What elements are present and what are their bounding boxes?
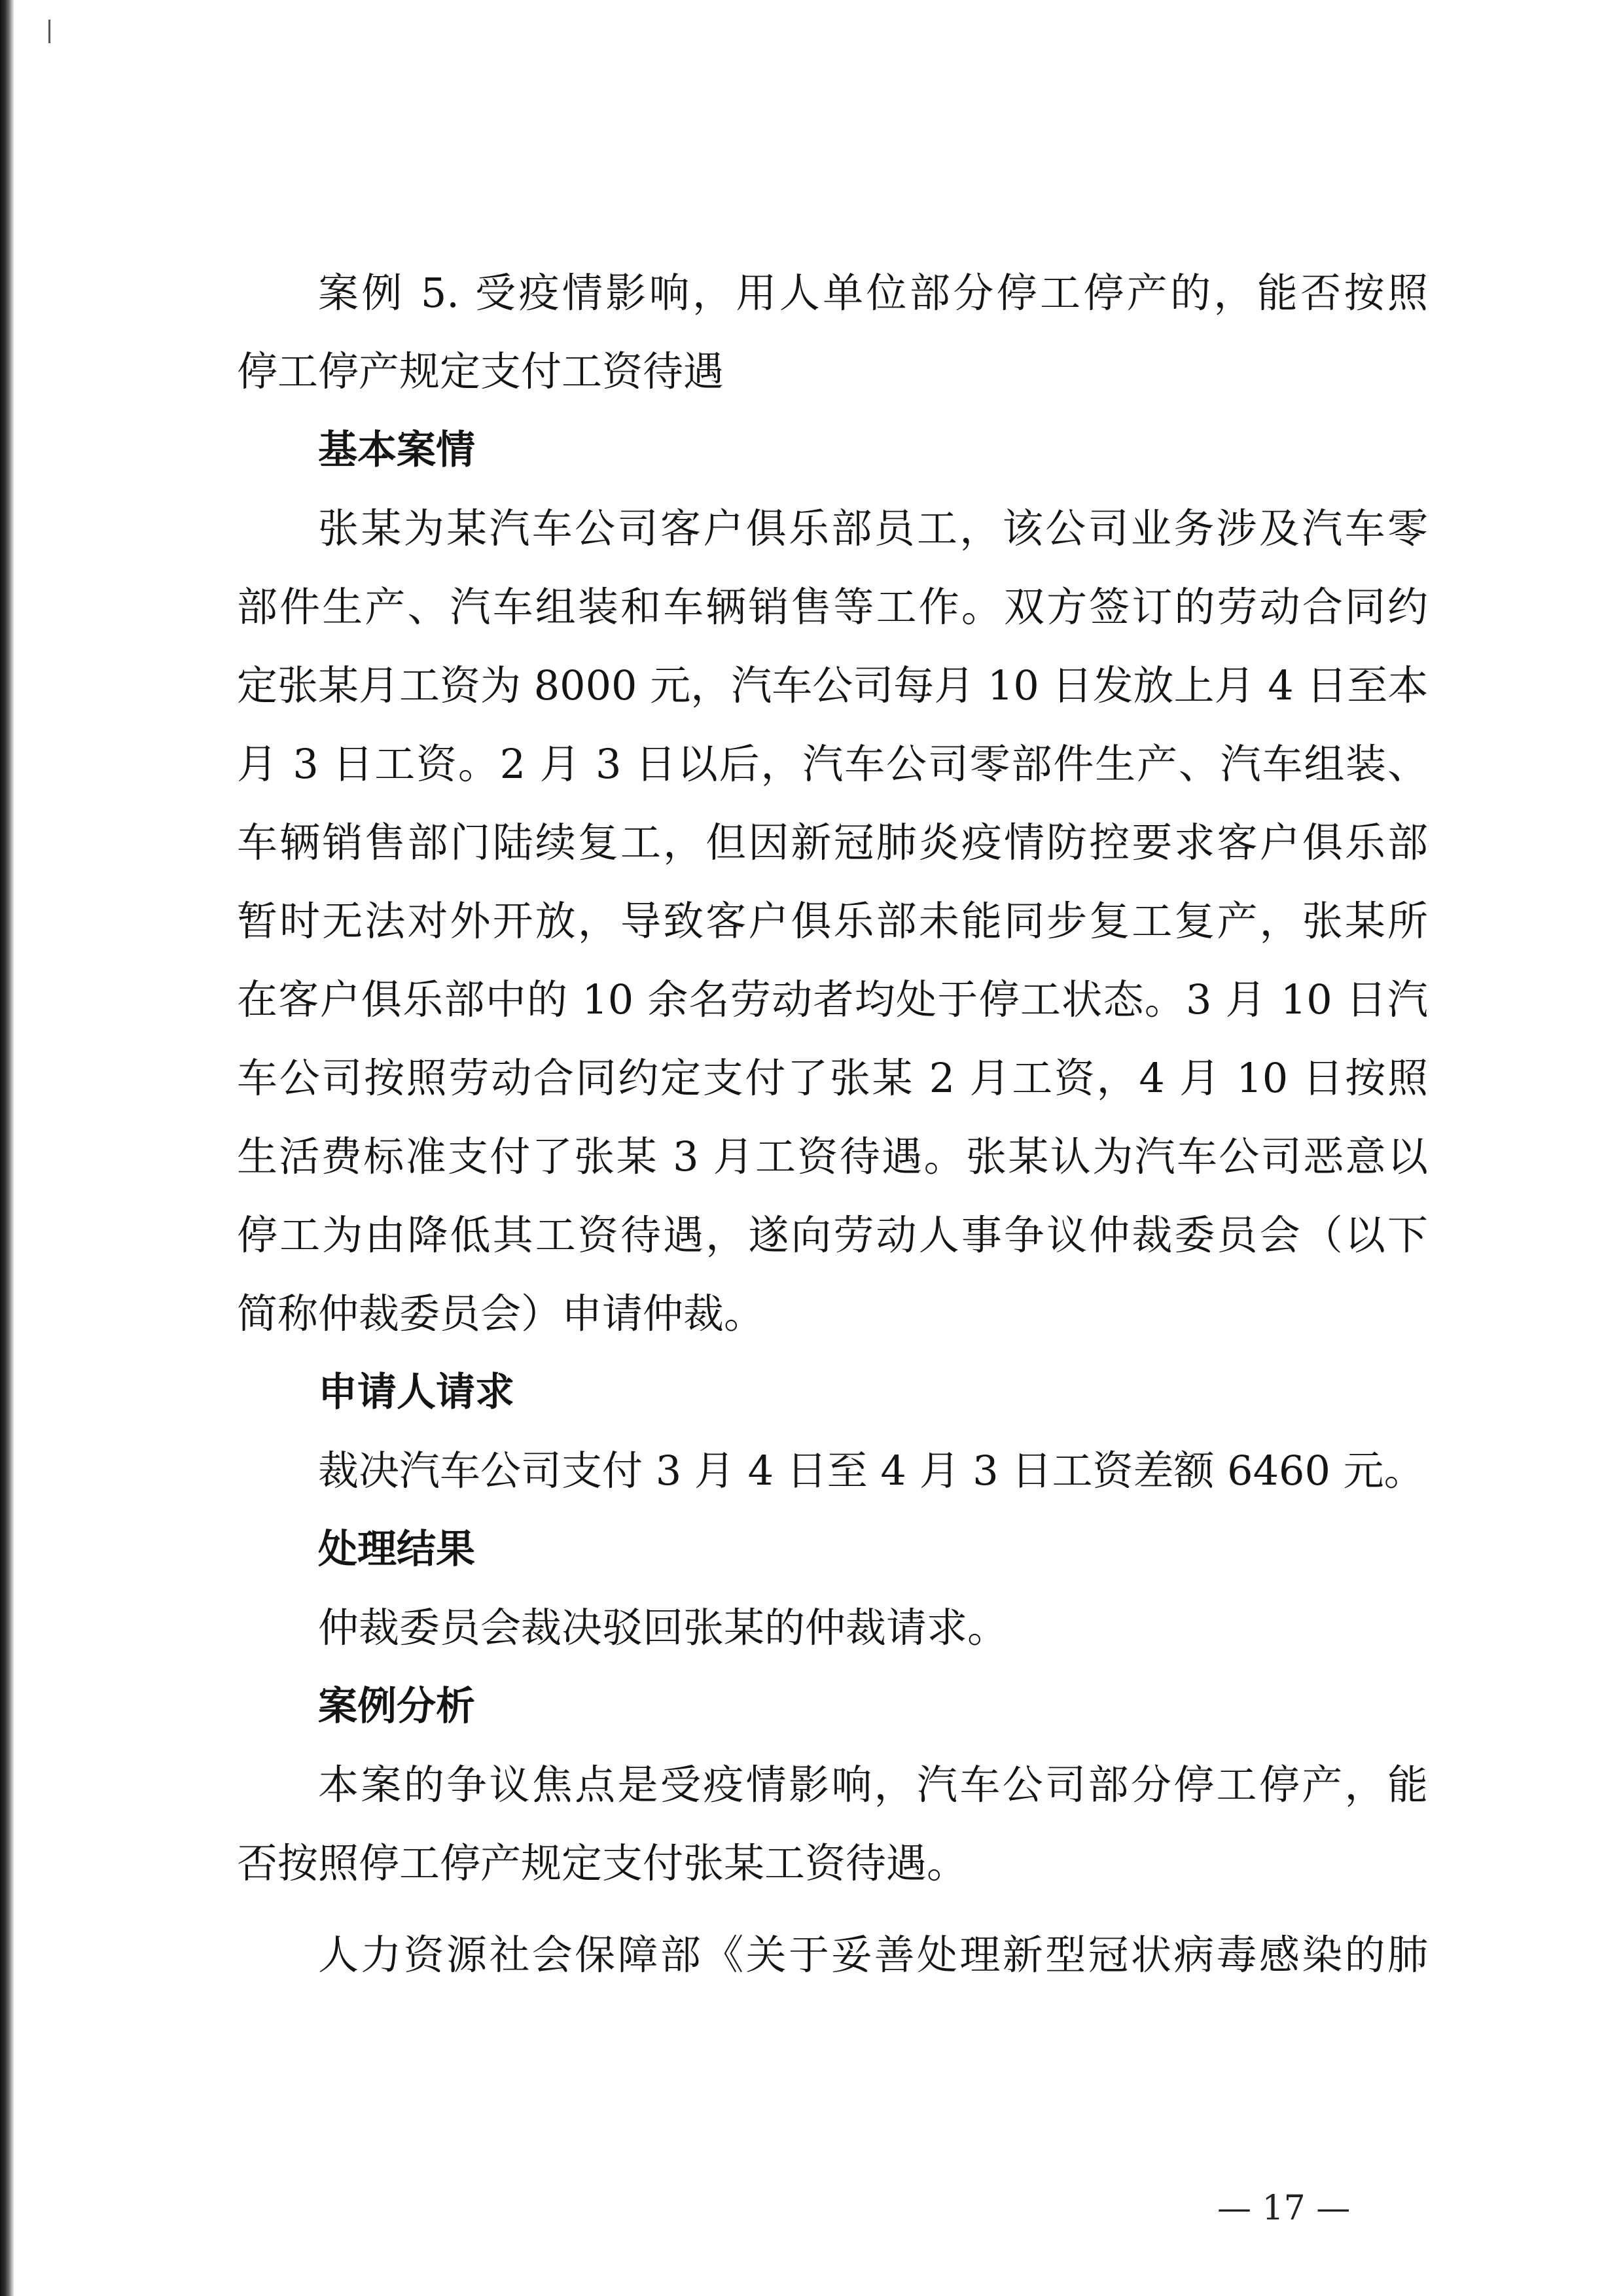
paragraph-line: 人力资源社会保障部《关于妥善处理新型冠状病毒感染的肺 <box>318 1931 1428 1979</box>
page-number: — 17 — <box>1217 2189 1351 2228</box>
paragraph-line: 部件生产、汽车组装和车辆销售等工作。双方签订的劳动合同约 <box>237 583 1428 631</box>
paragraph-line: 月 3 日工资。2 月 3 日以后，汽车公司零部件生产、汽车组装、 <box>237 740 1428 788</box>
paragraph-line: 简称仲裁委员会）申请仲裁。 <box>237 1290 765 1337</box>
case-title-line-2: 停工停产规定支付工资待遇 <box>237 347 724 395</box>
paragraph-line: 停工为由降低其工资待遇，遂向劳动人事争议仲裁委员会（以下 <box>237 1211 1428 1259</box>
paragraph-line: 生活费标准支付了张某 3 月工资待遇。张某认为汽车公司恶意以 <box>237 1133 1428 1180</box>
paragraph-line: 定张某月工资为 8000 元，汽车公司每月 10 日发放上月 4 日至本 <box>237 662 1429 709</box>
heading-analysis: 案例分析 <box>318 1684 475 1729</box>
heading-claim: 申请人请求 <box>318 1369 514 1415</box>
paragraph-line: 车辆销售部门陆续复工，但因新冠肺炎疫情防控要求客户俱乐部 <box>237 819 1428 866</box>
paragraph-line: 车公司按照劳动合同约定支付了张某 2 月工资，4 月 10 日按照 <box>237 1054 1428 1102</box>
paragraph-line: 否按照停工停产规定支付张某工资待遇。 <box>237 1839 968 1887</box>
heading-result: 处理结果 <box>318 1527 475 1572</box>
paragraph-line: 裁决汽车公司支付 3 月 4 日至 4 月 3 日工资差额 6460 元。 <box>318 1447 1425 1494</box>
heading-basic-facts: 基本案情 <box>318 427 475 473</box>
paragraph-line: 本案的争议焦点是受疫情影响，汽车公司部分停工停产，能 <box>318 1761 1428 1809</box>
paragraph-line: 张某为某汽车公司客户俱乐部员工，该公司业务涉及汽车零 <box>318 504 1428 552</box>
paragraph-line: 在客户俱乐部中的 10 余名劳动者均处于停工状态。3 月 10 日汽 <box>237 976 1428 1023</box>
paragraph-line: 暂时无法对外开放，导致客户俱乐部未能同步复工复产，张某所 <box>237 897 1428 945</box>
case-title-line-1: 案例 5. 受疫情影响，用人单位部分停工停产的，能否按照 <box>318 269 1428 317</box>
paragraph-line: 仲裁委员会裁决驳回张某的仲裁请求。 <box>318 1604 1008 1651</box>
